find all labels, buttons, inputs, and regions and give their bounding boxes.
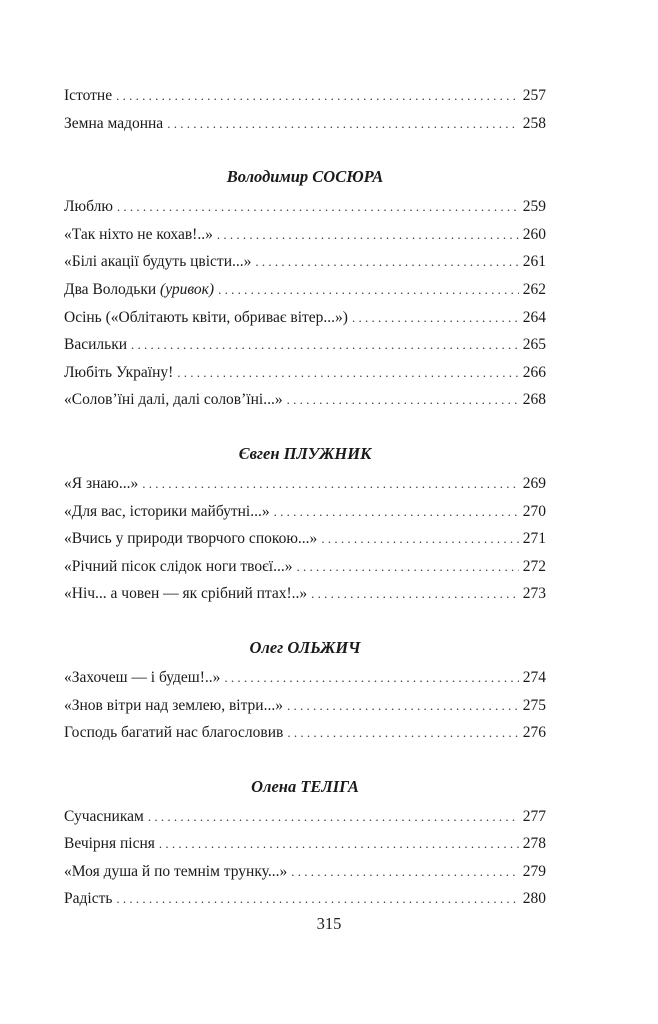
dot-leader [311,580,519,608]
author-section [64,773,546,913]
dot-leader [287,719,518,747]
dot-leader [321,525,518,553]
entry-page-number: 268 [522,391,546,409]
author-section [64,163,546,414]
dot-leader [291,858,519,886]
dot-leader [217,221,519,249]
entry-title: Господь багатий нас благословив [64,724,284,742]
dot-leader [296,553,518,581]
entry-title: «Вчись у природи творчого спокою...» [64,530,318,548]
entry-page-number: 261 [522,253,546,271]
entry-title: Васильки [64,336,128,354]
entry-title: «Моя душа й по темнім трунку...» [64,862,288,880]
entry-page-number: 260 [522,225,546,243]
entry-page-number: 257 [522,87,546,104]
entry-page-number: 265 [522,336,546,354]
entry-title-note: (уривок) [160,280,215,298]
author-section [64,634,546,747]
dot-leader [148,803,519,831]
entry-title: Осінь («Облітають квіти, обриває вітер...») [64,308,348,326]
toc-entry [64,553,546,581]
entry-page-number: 271 [522,530,546,548]
dot-leader [287,386,519,414]
toc-entry [64,359,546,387]
dot-leader [352,304,519,332]
toc-entry [64,221,546,249]
page-number: 315 [316,914,342,933]
dot-leader [131,331,519,359]
toc-entry [64,498,546,526]
dot-leader [274,498,519,526]
entry-title: «Солов’їні далі, далі солов’їні...» [64,391,283,409]
entry-title [64,276,218,304]
dot-leader [116,82,519,110]
toc-entry [64,525,546,553]
toc-entry [64,803,546,831]
entry-title: «Знов вітри над землею, вітри...» [64,696,283,714]
toc-entry [64,830,546,858]
entry-page-number: 275 [522,696,546,714]
toc-entry [64,580,546,608]
toc-entry [64,82,546,110]
toc-entry [64,193,546,221]
entry-page-number: 259 [522,198,546,216]
toc-entry [64,858,546,886]
toc-entry [64,719,546,747]
entry-page-number: 274 [522,668,546,686]
dot-leader [159,830,519,858]
entry-page-number: 279 [522,862,546,880]
entry-page-number: 266 [522,363,546,381]
entry-title: Люблю [64,198,113,216]
dot-leader [177,359,518,387]
entry-title: «Ніч... а човен — як срібний птах!..» [64,585,308,603]
toc-entry [64,110,546,138]
author-heading: Володимир СОСЮРА [226,167,384,187]
toc-entry [64,386,546,414]
toc-entry [64,248,546,276]
dot-leader [218,276,519,304]
table-of-contents [64,82,546,913]
entry-title-main: Два Володьки [64,280,161,298]
author-heading: Олег ОЛЬЖИЧ [249,637,361,657]
toc-entry [64,664,546,692]
author-heading: Євген ПЛУЖНИК [238,443,372,463]
author-heading: Олена ТЕЛІГА [251,776,359,796]
entry-title: Істотне [64,87,113,104]
entry-page-number: 270 [522,502,546,520]
dot-leader [142,470,519,498]
entry-title: «Для вас, історики майбутні...» [64,502,270,520]
toc-entry [64,692,546,720]
toc-entry [64,885,546,913]
dot-leader [224,664,518,692]
intro-entries [64,82,546,137]
entry-title: «Білі акації будуть цвісти...» [64,253,252,271]
toc-entry [64,331,546,359]
entry-page-number: 272 [522,557,546,575]
entry-title: «Я знаю...» [64,474,139,492]
entry-page-number: 280 [522,890,546,908]
dot-leader [167,110,519,138]
dot-leader [117,193,519,221]
toc-entry [64,276,546,304]
entry-page-number: 258 [522,114,546,132]
toc-entry [64,304,546,332]
entry-title: «Річний пісок слідок ноги твоєї...» [64,557,293,575]
author-section [64,440,546,608]
toc-entry [64,470,546,498]
entry-title: «Захочеш — і будеш!..» [64,668,221,686]
entry-title: Радість [64,890,113,908]
entry-title: Сучасникам [64,807,144,825]
entry-title: Вечірня пісня [64,835,155,853]
entry-title: Любіть Україну! [64,363,174,381]
entry-page-number: 262 [522,280,546,298]
dot-leader [287,692,519,720]
entry-page-number: 277 [522,807,546,825]
dot-leader [116,885,518,913]
entry-title: Земна мадонна [64,114,164,132]
entry-page-number: 264 [522,308,546,326]
entry-page-number: 276 [522,724,546,742]
entry-page-number: 278 [522,835,546,853]
dot-leader [255,248,518,276]
entry-title: «Так ніхто не кохав!..» [64,225,213,243]
entry-page-number: 269 [522,474,546,492]
entry-page-number: 273 [522,585,546,603]
